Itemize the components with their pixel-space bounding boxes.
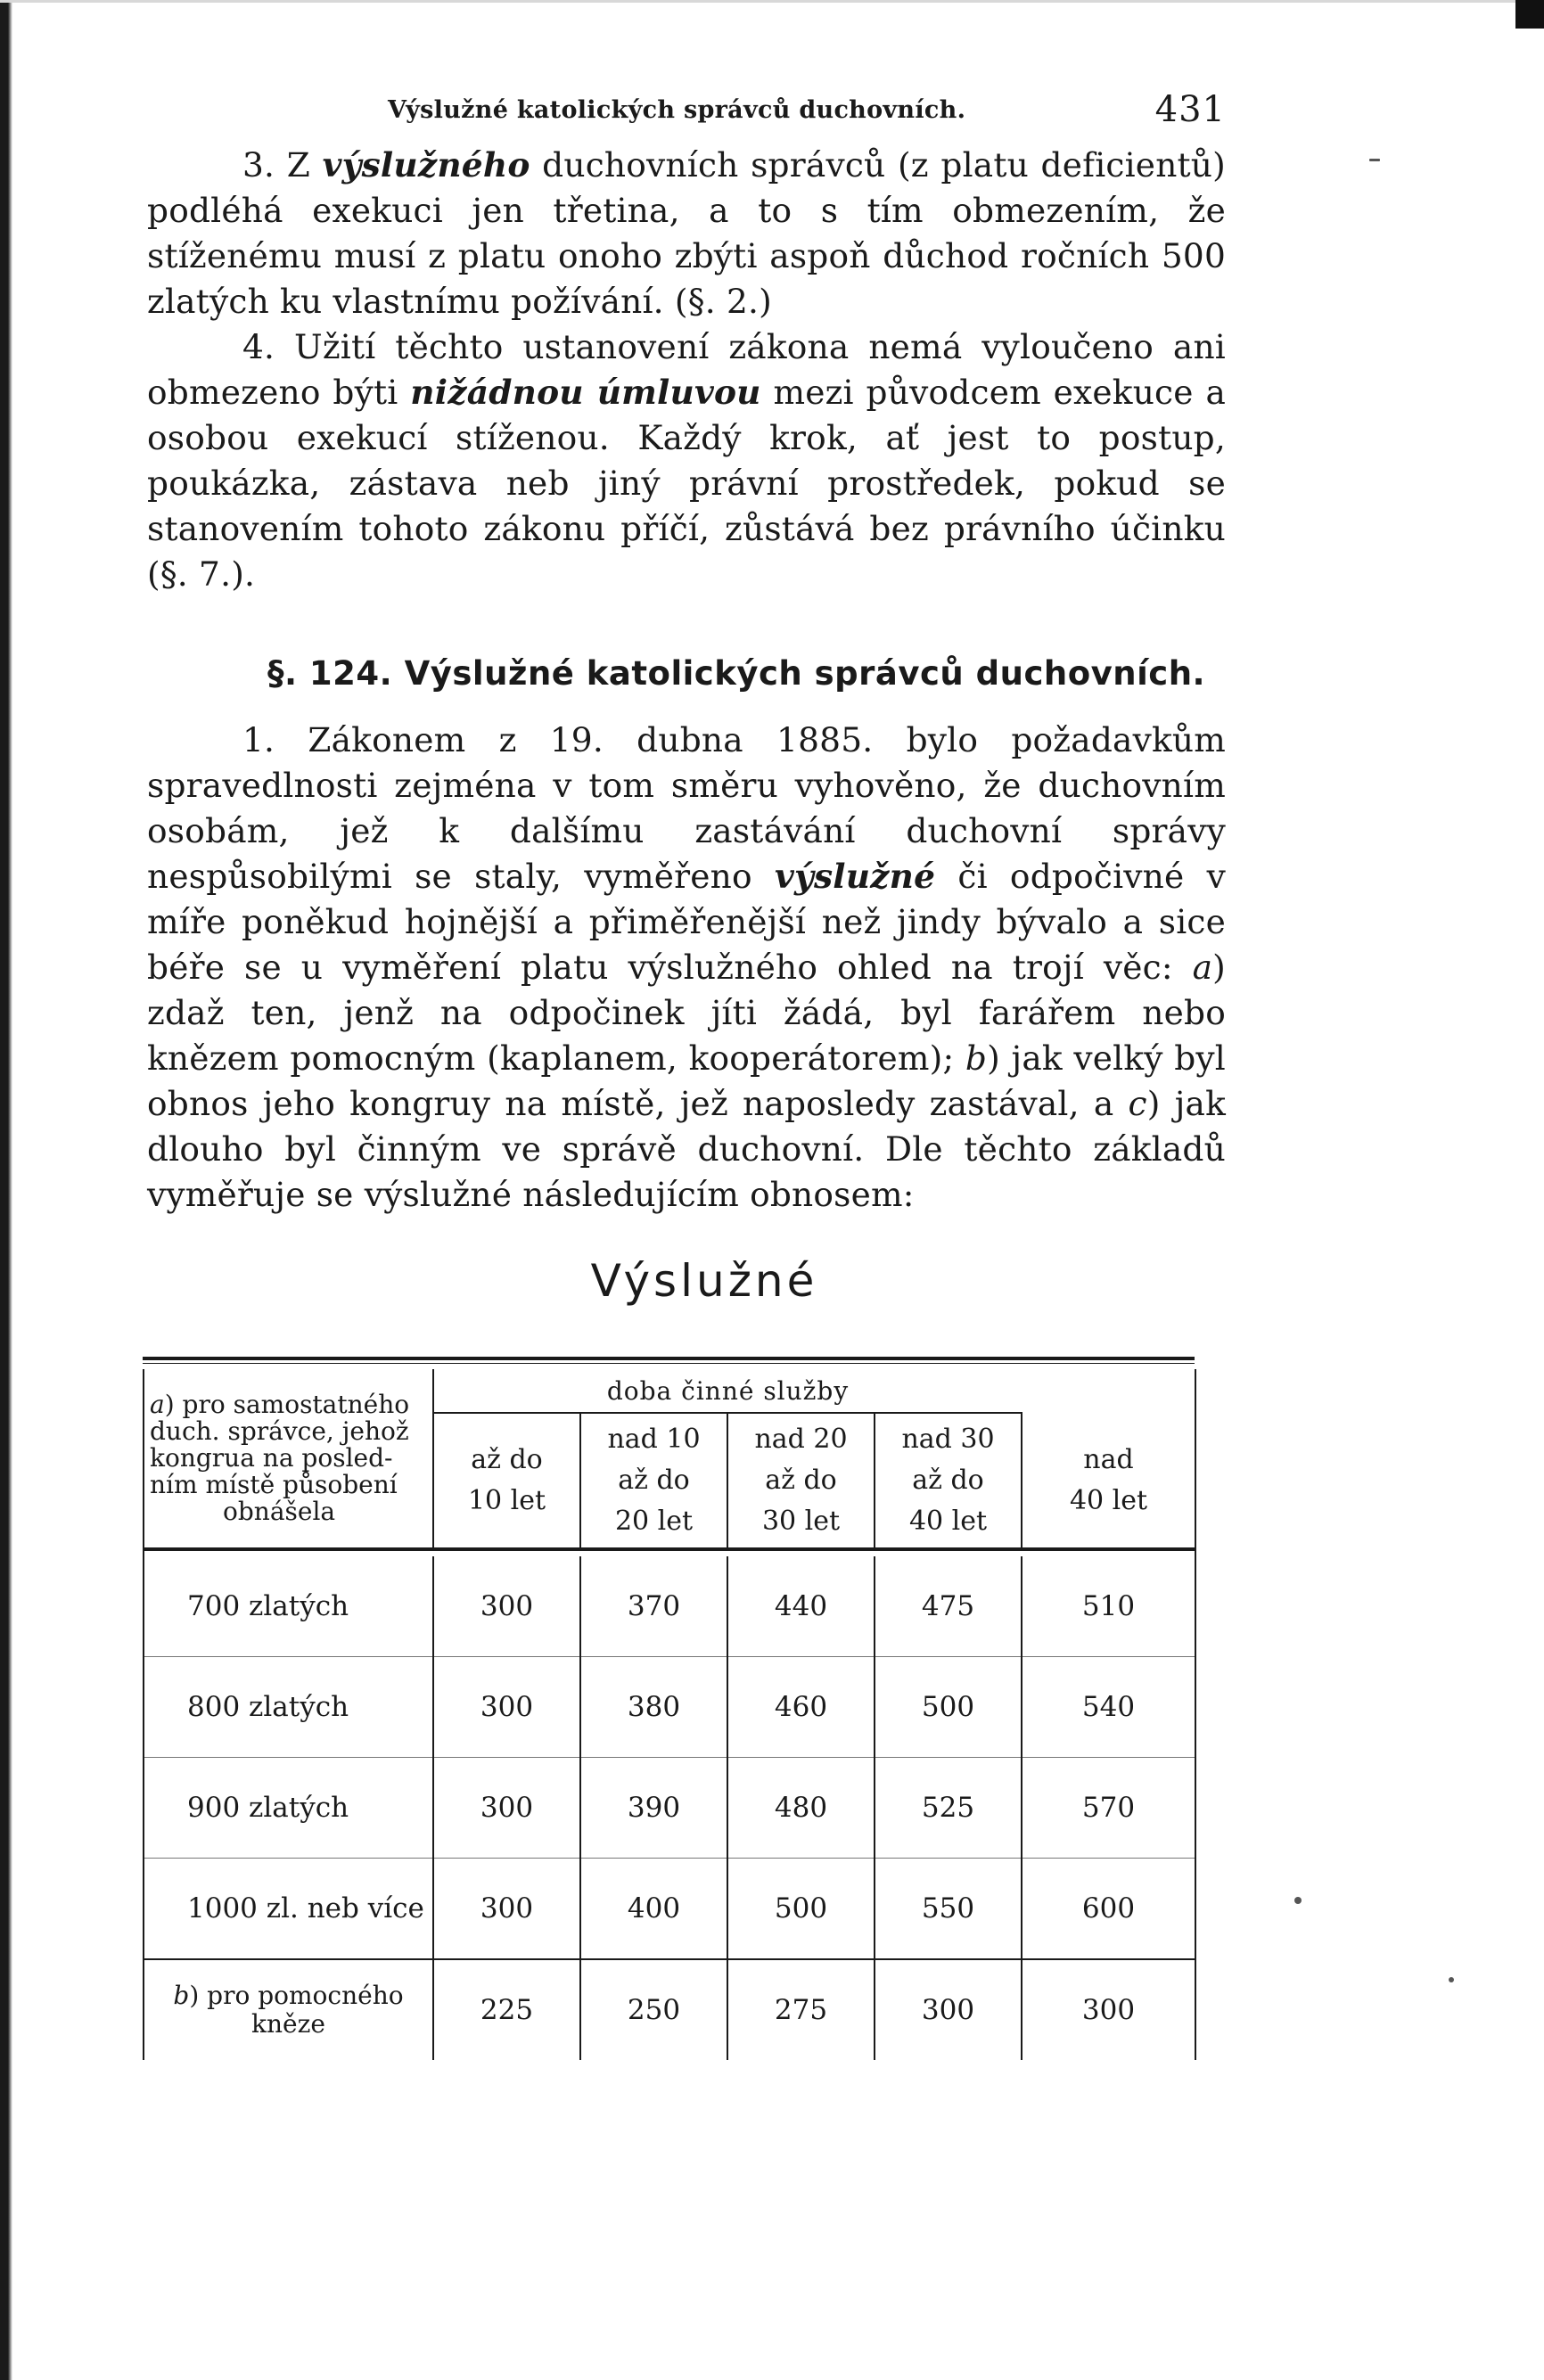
table-cell: 370 <box>580 1556 727 1657</box>
column-header-3: nad 20 až do 30 let <box>727 1413 875 1549</box>
table-cell: 300 <box>875 1959 1022 2060</box>
table-row-b <box>144 1959 1195 2060</box>
paragraph-4: 4. Užití těchto ustanovení zákona nemá vyloučeno ani obmezeno býti nižádnou úmluvou mezi původcem exekuce a osobou exekucí stíženou. Každý krok, ať jest to postup, poukázka, zástava neb jiný právní prostředek, pokud se stanovením tohoto zákonu příčí, zůstává bez právního účinku (§. 7.). <box>147 327 1227 594</box>
table-cell: 475 <box>875 1556 1022 1657</box>
service-duration-header: doba činné služby <box>433 1369 1022 1413</box>
table-cell: 570 <box>1022 1758 1195 1859</box>
table-cell: 550 <box>875 1859 1022 1960</box>
header-rule <box>144 1549 1195 1556</box>
table-cell: 275 <box>727 1959 875 2060</box>
table-cell: 380 <box>580 1657 727 1758</box>
running-head-title: Výslužné katolických správců duchovních. <box>388 96 966 124</box>
table-row <box>144 1556 1195 1657</box>
scan-speck <box>1369 159 1380 161</box>
label-column-header: a) pro samostatného duch. správce, jehož kongrua na posled- ním místě působení obnášela <box>144 1369 433 1549</box>
table-cell: 300 <box>433 1657 580 1758</box>
row-label: 800 zlatých <box>144 1657 433 1758</box>
row-label: 700 zlatých <box>144 1556 433 1657</box>
salary-table <box>143 1369 1196 2060</box>
column-header-5: nad 40 let <box>1022 1413 1195 1549</box>
scan-speck <box>1294 1897 1302 1904</box>
page-number: 431 <box>1154 89 1226 130</box>
book-page <box>147 89 1226 1307</box>
table-cell: 300 <box>433 1556 580 1657</box>
table-cell: 390 <box>580 1758 727 1859</box>
table-cell: 510 <box>1022 1556 1195 1657</box>
emphasis-vysluzneho: výslužného <box>322 145 530 185</box>
column-header-2: nad 10 až do 20 let <box>580 1413 727 1549</box>
paragraph-3: 3. Z výslužného duchovních správců (z platu deficientů) podléhá exekuci jen třetina, a to s tím obmezením, že stíženému musí z platu onoho zbýti aspoň důchod ročních 500 zlatých ku vlastnímu požívání. (§. 2.) <box>147 145 1226 321</box>
table-row <box>144 1859 1195 1960</box>
table-cell: 300 <box>1022 1959 1195 2060</box>
scan-corner-mark <box>1515 0 1544 29</box>
table-row <box>144 1657 1195 1758</box>
table-cell: 300 <box>433 1758 580 1859</box>
page-binding-edge <box>0 0 12 2380</box>
table-row <box>144 1758 1195 1859</box>
page-top-edge <box>0 0 1544 3</box>
table-cell: 440 <box>727 1556 875 1657</box>
row-label: 1000 zl. neb více <box>144 1859 433 1960</box>
section-heading: §. 124. Výslužné katolických správců duchovních. <box>267 654 1206 693</box>
table-cell: 500 <box>727 1859 875 1960</box>
table-cell: 460 <box>727 1657 875 1758</box>
table-cell: 300 <box>433 1859 580 1960</box>
salary-table-wrap <box>143 1357 1195 2060</box>
table-cell: 525 <box>875 1758 1022 1859</box>
table-cell: 500 <box>875 1657 1022 1758</box>
table-title: Výslužné <box>590 1255 818 1307</box>
emphasis-umluvou: nižádnou úmluvou <box>410 373 761 412</box>
table-cell: 250 <box>580 1959 727 2060</box>
row-label: 900 zlatých <box>144 1758 433 1859</box>
table-cell: 540 <box>1022 1657 1195 1758</box>
column-header-4: nad 30 až do 40 let <box>875 1413 1022 1549</box>
column-header-1: až do 10 let <box>433 1413 580 1549</box>
emphasis-vysluzne: výslužné <box>774 857 936 896</box>
scan-speck <box>1449 1977 1454 1982</box>
row-label-b: b) pro pomocného kněze <box>144 1959 433 2060</box>
running-head <box>147 89 1226 143</box>
table-cell: 600 <box>1022 1859 1195 1960</box>
table-cell: 400 <box>580 1859 727 1960</box>
table-top-rule <box>143 1357 1195 1364</box>
table-cell: 480 <box>727 1758 875 1859</box>
paragraph-1: 1. Zákonem z 19. dubna 1885. bylo požadavkům spravedlnosti zejména v tom směru vyhověno, že duchovním osobám, jež k dalšímu zastávání duchovní správy nespůsobilými se staly, vyměřeno výslužné či odpočivné v míře poněkud hojnější a přiměřenější než jindy bývalo a sice béře se u vyměření platu výslužného ohled na trojí věc: a) zdaž ten, jenž na odpočinek jíti žádá, byl farářem nebo knězem pomocným (kaplanem, kooperátorem); b) jak velký byl obnos jeho kongruy na místě, jež naposledy zastával, a c) jak dlouho byl činným ve správě duchovní. Dle těchto základů vyměřuje se výslužné následujícím obnosem: <box>147 720 1227 1214</box>
table-cell: 225 <box>433 1959 580 2060</box>
